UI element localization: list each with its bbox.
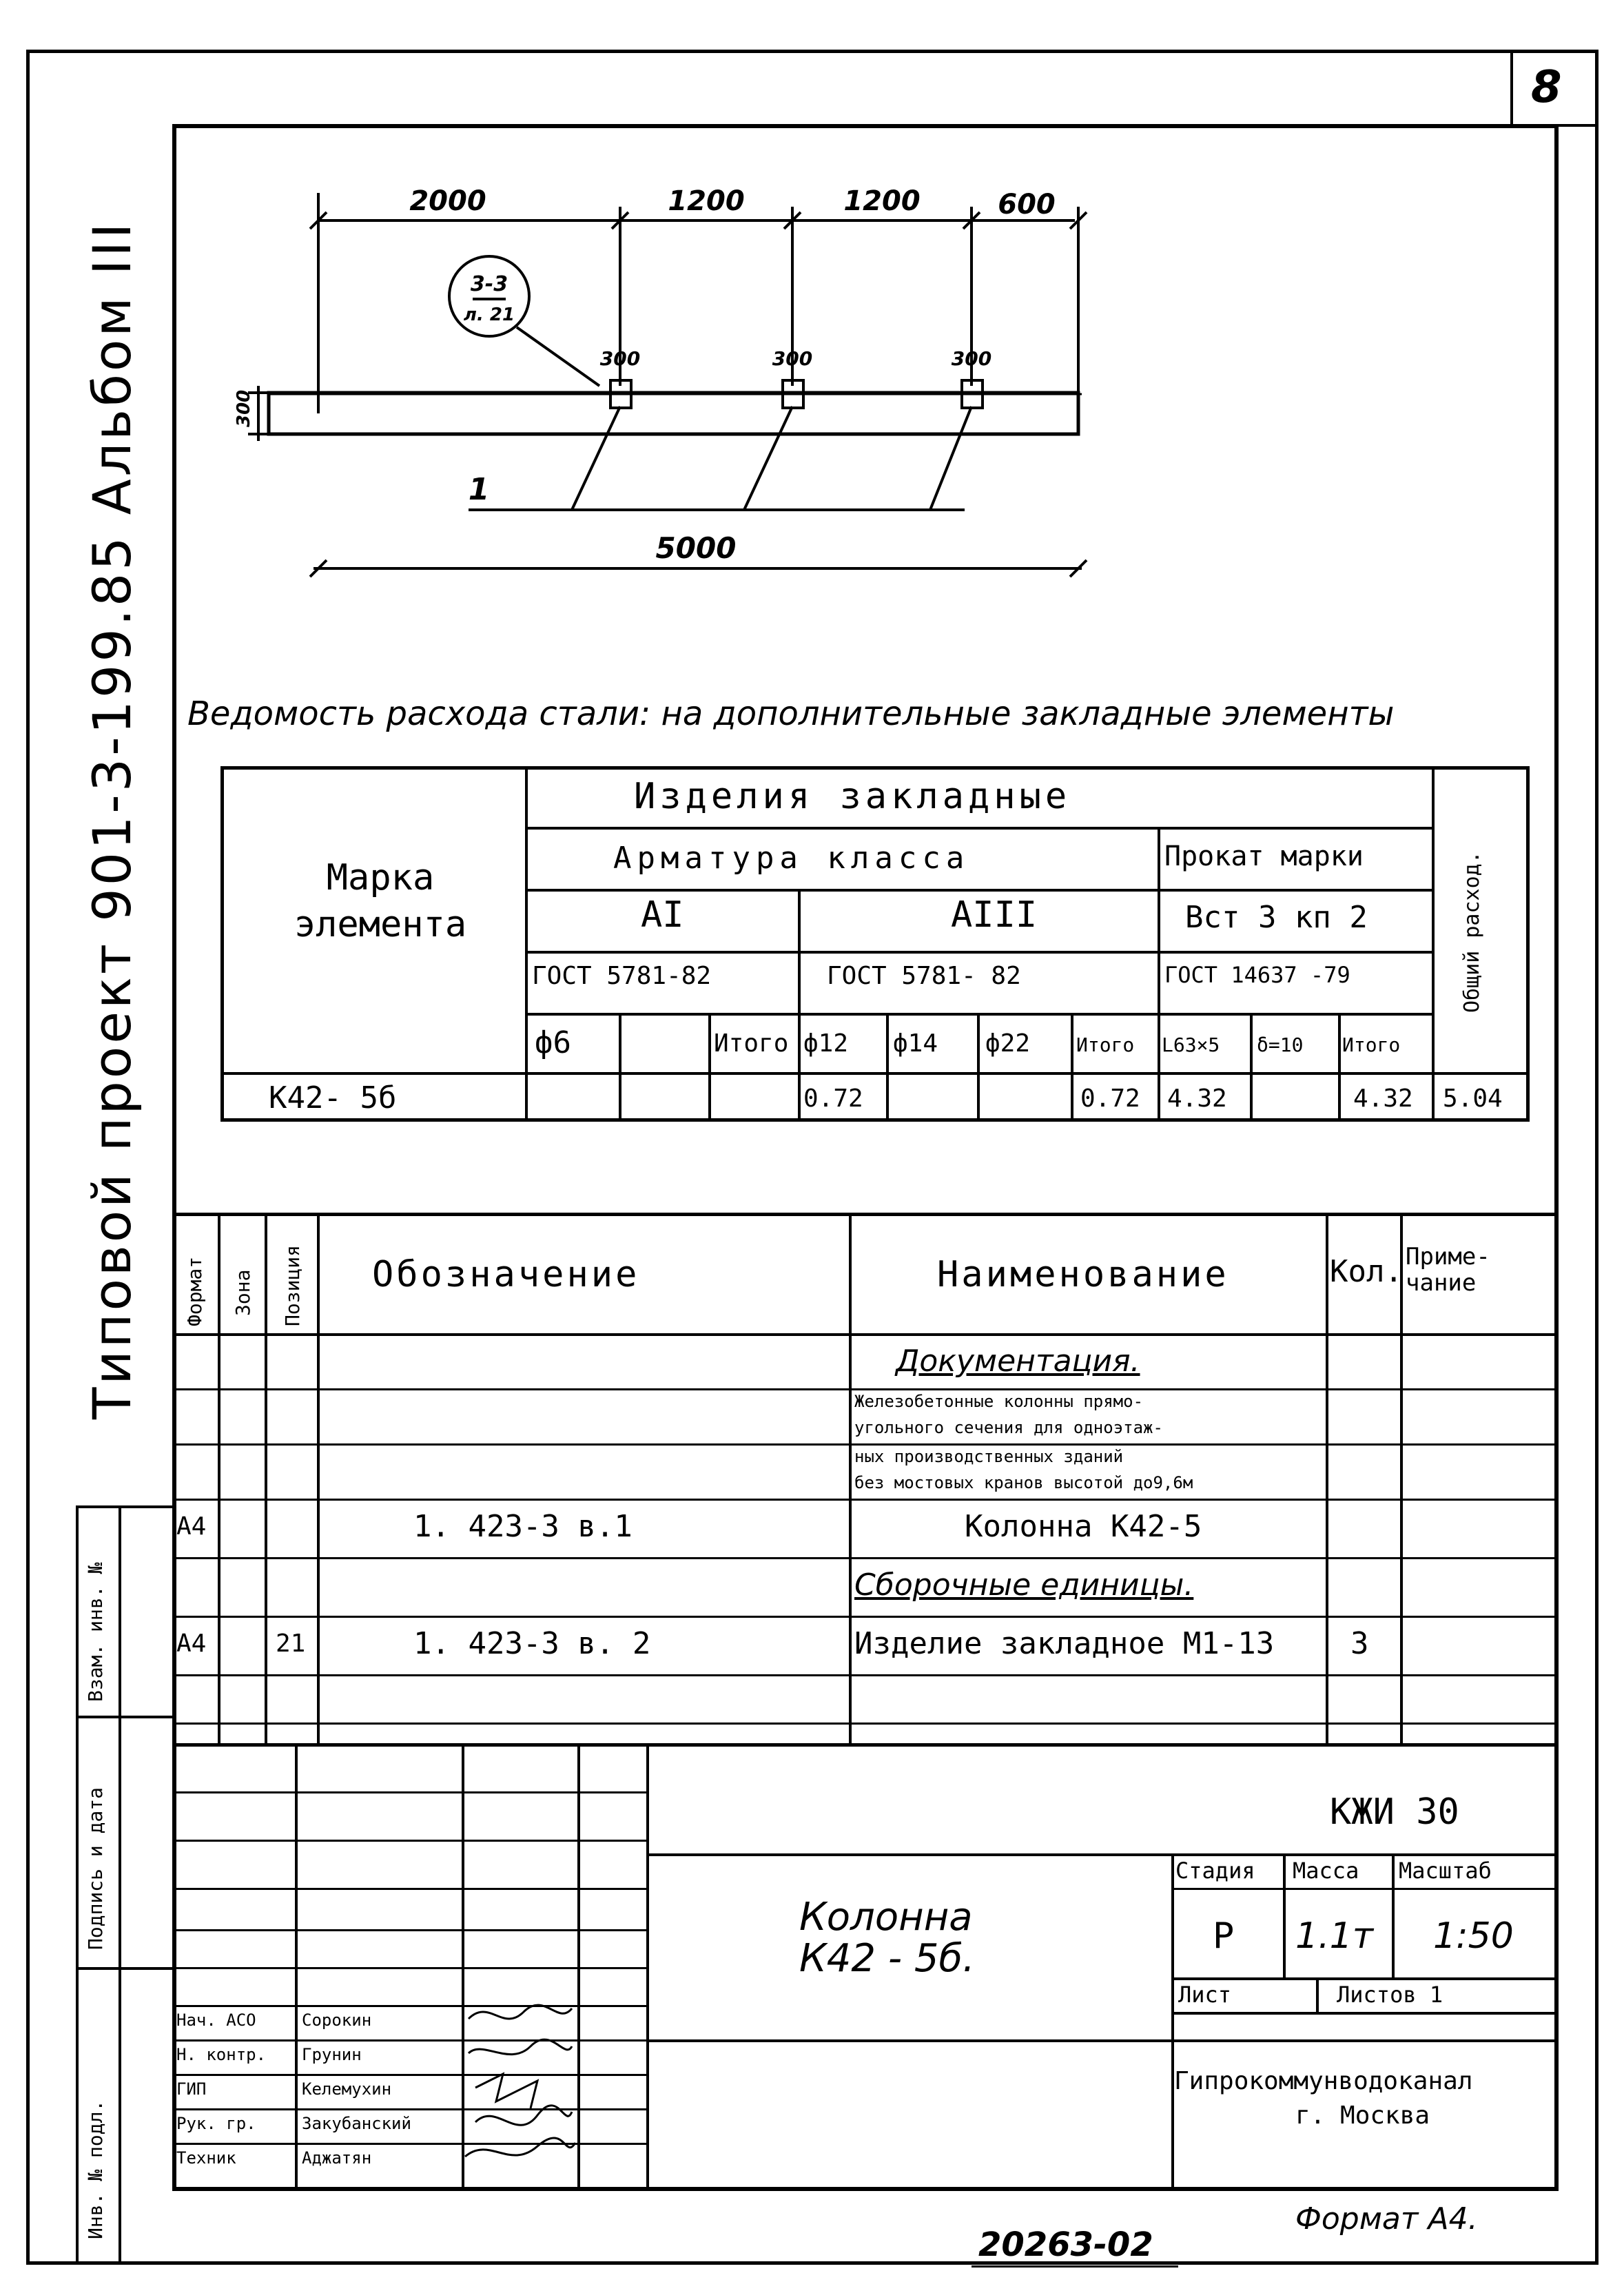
tb-role-4: Рук. гр. xyxy=(176,2114,256,2133)
spec-header-note: Приме-чание xyxy=(1406,1243,1490,1297)
tb-name-5: Аджатян xyxy=(302,2148,372,2168)
steel-sub-itogo-2: Итого xyxy=(1076,1034,1135,1056)
stamp-h-top xyxy=(76,1505,172,1508)
spec-row-2-designation: 1. 423-3 в. 2 xyxy=(413,1626,651,1661)
spec-h-6 xyxy=(172,1674,1559,1676)
tb-name-3: Келемухин xyxy=(302,2079,392,2099)
tb-mass: 1.1т xyxy=(1295,1915,1373,1957)
column-drawing xyxy=(172,124,1559,648)
tb-v-mass xyxy=(1283,1853,1286,1977)
steel-class-a3: АIII xyxy=(951,894,1038,936)
tb-v-scale xyxy=(1392,1853,1395,1977)
dim-5000: 5000 xyxy=(655,531,737,565)
tb-left-h-3 xyxy=(172,1888,646,1890)
side-title: Типовой проект 901-3-199.85 Альбом III xyxy=(81,220,143,1419)
steel-table-title: Ведомость расхода стали: на дополнительные закладные элементы xyxy=(187,695,1395,733)
tb-left-h-5 xyxy=(172,1967,646,1969)
tb-h-sheet xyxy=(1171,2012,1559,2015)
steel-sub-f14: ф14 xyxy=(893,1029,938,1058)
spec-header-zone: Зона xyxy=(232,1269,254,1316)
spec-v-qty xyxy=(1326,1213,1328,1743)
steel-sub-itogo-3: Итого xyxy=(1342,1034,1401,1056)
spec-header-designation: Обозначение xyxy=(372,1254,640,1295)
steel-header-rolled: Прокат марки xyxy=(1164,841,1364,872)
steel-h-1 xyxy=(525,827,1432,830)
steel-val-4: 0.72 xyxy=(803,1084,863,1113)
stamp-v-left xyxy=(76,1505,79,2263)
steel-row-mark: К42- 5б xyxy=(269,1080,397,1115)
spec-v-name xyxy=(849,1213,852,1743)
tb-code: КЖИ 30 xyxy=(1330,1791,1459,1833)
stamp-label-inv: Инв. № подл. xyxy=(84,2099,107,2239)
tb-role-3: ГИП xyxy=(176,2079,207,2099)
tb-name-1: Сорокин xyxy=(302,2011,372,2030)
spec-row-2-qty: 3 xyxy=(1350,1626,1369,1661)
section-mark-top: 3-3 xyxy=(470,272,508,296)
steel-header-products: Изделия закладные xyxy=(634,776,1071,817)
steel-h-2 xyxy=(525,889,1432,892)
steel-header-mark: Марка элемента xyxy=(294,857,467,945)
steel-sub-f12: ф12 xyxy=(803,1029,849,1058)
spec-h-5 xyxy=(172,1616,1559,1618)
tb-title-line-1: Колонна xyxy=(799,1895,973,1940)
dim-2000: 2000 xyxy=(409,185,486,217)
tb-org-line-2: г. Москва xyxy=(1295,2101,1430,2130)
tb-role-5: Техник xyxy=(176,2148,236,2168)
spec-h-4 xyxy=(172,1557,1559,1559)
tb-top xyxy=(172,1743,1559,1747)
tb-v-d xyxy=(646,1743,649,2191)
tb-role-1: Нач. АСО xyxy=(176,2011,256,2030)
dim-300-a: 300 xyxy=(599,347,641,370)
steel-v-mark xyxy=(525,766,528,1122)
spec-section-docs: Документация. xyxy=(896,1344,1140,1379)
steel-v-4 xyxy=(886,1013,889,1122)
tb-scale: 1:50 xyxy=(1433,1915,1514,1957)
tb-h-values xyxy=(1171,1977,1559,1980)
steel-val-total: 5.04 xyxy=(1443,1084,1503,1113)
spec-header-format: Формат xyxy=(183,1256,206,1326)
steel-header-total: Общий расход. xyxy=(1460,851,1484,1013)
steel-sub-f6: ф6 xyxy=(535,1025,571,1060)
tb-v-sheet xyxy=(1316,1977,1319,2012)
steel-gost-a1: ГОСТ 5781-82 xyxy=(532,962,712,990)
spec-v-note xyxy=(1400,1213,1403,1743)
steel-v-8 xyxy=(1250,1013,1253,1122)
spec-v-pos xyxy=(317,1213,320,1743)
spec-row-2-position: 21 xyxy=(276,1629,306,1658)
dim-600: 600 xyxy=(998,189,1056,220)
spec-v-zone xyxy=(265,1213,267,1743)
tb-left-h-2 xyxy=(172,1840,646,1842)
steel-class-a1: АI xyxy=(641,894,684,936)
steel-h-4 xyxy=(525,1013,1432,1016)
dim-1200-a: 1200 xyxy=(668,185,745,217)
steel-h-5 xyxy=(220,1072,1530,1075)
dim-300-c: 300 xyxy=(951,347,992,370)
page-number-box-left xyxy=(1510,50,1513,127)
tb-h-title-bottom xyxy=(646,2039,1559,2042)
tb-stage-label: Стадия xyxy=(1175,1858,1255,1884)
steel-val-7: 0.72 xyxy=(1080,1084,1140,1113)
stamp-label-signature: Подпись и дата xyxy=(84,1787,107,1950)
section-mark-bottom: л. 21 xyxy=(463,305,515,325)
stamp-label-replace: Взам. инв. № xyxy=(84,1562,107,1702)
stamp-v-mid xyxy=(119,1505,121,2263)
spec-h-7 xyxy=(172,1723,1559,1725)
spec-row-1-name: Колонна К42-5 xyxy=(965,1509,1202,1544)
stamp-h-1 xyxy=(76,1716,172,1718)
steel-gost-a3: ГОСТ 5781- 82 xyxy=(827,962,1021,990)
spec-v-format xyxy=(218,1213,220,1743)
steel-sub-f22: ф22 xyxy=(985,1029,1031,1058)
tb-sheets-label: Листов 1 xyxy=(1337,1982,1443,2008)
spec-docs-line-3: ных производственных зданий xyxy=(854,1447,1124,1466)
dim-height-300: 300 xyxy=(234,389,254,427)
tb-name-2: Грунин xyxy=(302,2045,362,2064)
spec-h-2 xyxy=(172,1443,1559,1446)
steel-sub-angle: L63×5 xyxy=(1162,1034,1220,1056)
bottom-number-underline xyxy=(972,2265,1178,2268)
bottom-number: 20263-02 xyxy=(978,2225,1153,2264)
steel-sub-plate: δ=10 xyxy=(1257,1034,1304,1056)
spec-h-1 xyxy=(172,1388,1559,1390)
spec-h-3 xyxy=(172,1499,1559,1501)
steel-v-6 xyxy=(1071,1013,1073,1122)
tb-org-line-1: Гипрокоммунводоканал xyxy=(1174,2067,1473,2095)
steel-rolled-grade: Вст 3 кп 2 xyxy=(1185,900,1368,935)
tb-h-code xyxy=(646,1853,1559,1856)
spec-row-2-format: А4 xyxy=(176,1629,207,1658)
signatures xyxy=(462,1998,579,2177)
tb-stage: Р xyxy=(1213,1915,1235,1957)
steel-header-rebar: Арматура класса xyxy=(613,841,970,876)
callout-1: 1 xyxy=(468,472,490,507)
steel-val-10: 4.32 xyxy=(1353,1084,1413,1113)
steel-h-3 xyxy=(525,951,1432,954)
format-label: Формат А4. xyxy=(1295,2201,1478,2237)
tb-role-2: Н. контр. xyxy=(176,2045,267,2064)
dim-300-b: 300 xyxy=(772,347,813,370)
tb-mass-label: Масса xyxy=(1293,1858,1359,1884)
tb-h-labels xyxy=(1171,1888,1559,1890)
spec-row-1-format: А4 xyxy=(176,1512,207,1541)
tb-v-info xyxy=(1171,1853,1174,2191)
tb-name-4: Закубанский xyxy=(302,2114,411,2133)
spec-docs-line-4: без мостовых кранов высотой до9,6м xyxy=(854,1473,1193,1492)
spec-row-2-name: Изделие закладное М1-13 xyxy=(854,1626,1275,1661)
spec-header-name: Наименование xyxy=(937,1254,1229,1295)
spec-row-1-designation: 1. 423-3 в.1 xyxy=(413,1509,633,1544)
steel-gost-rolled: ГОСТ 14637 -79 xyxy=(1164,962,1350,988)
steel-v-1 xyxy=(619,1013,621,1122)
steel-sub-itogo-1: Итого xyxy=(714,1029,789,1058)
dim-1200-b: 1200 xyxy=(843,185,921,217)
spec-docs-line-1: Железобетонные колонны прямо- xyxy=(854,1392,1144,1411)
tb-scale-label: Масштаб xyxy=(1399,1858,1492,1884)
tb-left-h-4 xyxy=(172,1929,646,1931)
steel-v-3 xyxy=(798,889,801,1122)
steel-v-9 xyxy=(1338,1013,1341,1122)
steel-v-5 xyxy=(977,1013,980,1122)
steel-val-8: 4.32 xyxy=(1167,1084,1227,1113)
tb-sheet-label: Лист xyxy=(1178,1982,1232,2008)
spec-header-position: Позиция xyxy=(281,1244,304,1326)
spec-docs-line-2: угольного сечения для одноэтаж- xyxy=(854,1418,1163,1437)
spec-h-header xyxy=(172,1333,1559,1336)
steel-v-total xyxy=(1432,766,1435,1122)
spec-top xyxy=(172,1213,1559,1216)
spec-section-assembly: Сборочные единицы. xyxy=(854,1567,1194,1603)
stamp-h-2 xyxy=(76,1967,172,1970)
tb-title-line-2: К42 - 5б. xyxy=(799,1936,975,1981)
spec-header-qty: Кол. xyxy=(1330,1254,1403,1289)
tb-left-h-1 xyxy=(172,1791,646,1793)
steel-v-2 xyxy=(708,1013,711,1122)
page-number: 8 xyxy=(1531,62,1562,113)
steel-v-7 xyxy=(1158,827,1160,1122)
